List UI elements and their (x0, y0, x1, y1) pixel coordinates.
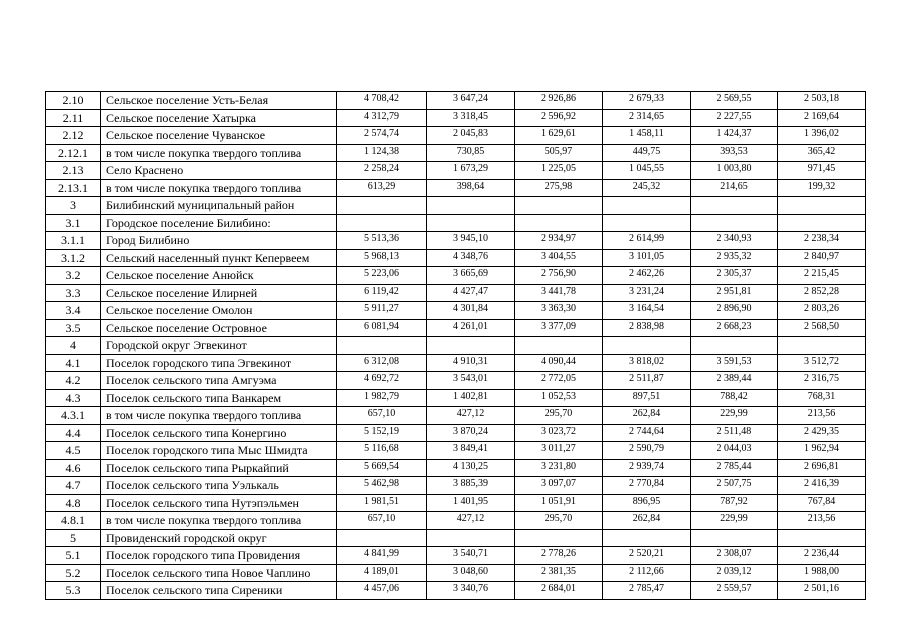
value-cell: 427,12 (427, 407, 515, 425)
value-cell: 1 003,80 (691, 162, 778, 180)
value-cell: 275,98 (515, 179, 603, 197)
value-cell: 2 507,75 (691, 477, 778, 495)
value-cell: 2 236,44 (778, 547, 866, 565)
value-cell: 199,32 (778, 179, 866, 197)
value-cell: 3 543,01 (427, 372, 515, 390)
value-cell: 393,53 (691, 144, 778, 162)
row-name: Поселок сельского типа Конергино (101, 424, 337, 442)
value-cell: 2 852,28 (778, 284, 866, 302)
value-cell: 3 870,24 (427, 424, 515, 442)
value-cell: 6 119,42 (337, 284, 427, 302)
row-name: Провиденский городской округ (101, 529, 337, 547)
row-name: Сельское поселение Хатырка (101, 109, 337, 127)
value-cell: 295,70 (515, 512, 603, 530)
value-cell: 5 152,19 (337, 424, 427, 442)
row-number: 4.8.1 (46, 512, 101, 530)
row-name: Сельский населенный пункт Кепервеем (101, 249, 337, 267)
value-cell: 427,12 (427, 512, 515, 530)
value-cell: 4 841,99 (337, 547, 427, 565)
value-cell: 2 429,35 (778, 424, 866, 442)
value-cell: 2 340,93 (691, 232, 778, 250)
value-cell: 4 312,79 (337, 109, 427, 127)
row-name: в том числе покупка твердого топлива (101, 144, 337, 162)
value-cell: 1 052,53 (515, 389, 603, 407)
value-cell: 3 647,24 (427, 92, 515, 110)
value-cell: 2 215,45 (778, 267, 866, 285)
value-cell: 2 935,32 (691, 249, 778, 267)
tariff-table (45, 91, 866, 600)
value-cell: 1 458,11 (603, 127, 691, 145)
table-row (46, 582, 866, 600)
value-cell: 3 101,05 (603, 249, 691, 267)
row-name: Сельское поселение Чуванское (101, 127, 337, 145)
value-cell: 3 097,07 (515, 477, 603, 495)
table-row (46, 494, 866, 512)
row-number: 3.3 (46, 284, 101, 302)
row-number: 4.3.1 (46, 407, 101, 425)
row-number: 3.4 (46, 302, 101, 320)
table-row (46, 459, 866, 477)
value-cell: 3 023,72 (515, 424, 603, 442)
value-cell: 214,65 (691, 179, 778, 197)
table-row (46, 92, 866, 110)
value-cell: 2 381,35 (515, 564, 603, 582)
value-cell: 3 363,30 (515, 302, 603, 320)
value-cell (515, 197, 603, 215)
value-cell: 1 629,61 (515, 127, 603, 145)
value-cell: 2 112,66 (603, 564, 691, 582)
table-row (46, 162, 866, 180)
value-cell: 768,31 (778, 389, 866, 407)
table-row (46, 389, 866, 407)
row-number: 2.12 (46, 127, 101, 145)
value-cell: 1 225,05 (515, 162, 603, 180)
value-cell: 213,56 (778, 407, 866, 425)
value-cell: 2 462,26 (603, 267, 691, 285)
value-cell: 788,42 (691, 389, 778, 407)
table-row (46, 477, 866, 495)
row-name: Сельское поселение Усть-Белая (101, 92, 337, 110)
value-cell: 2 896,90 (691, 302, 778, 320)
row-name: Поселок сельского типа Ванкарем (101, 389, 337, 407)
value-cell: 4 301,84 (427, 302, 515, 320)
row-number: 3.2 (46, 267, 101, 285)
value-cell: 2 668,23 (691, 319, 778, 337)
table-row (46, 284, 866, 302)
value-cell: 2 520,21 (603, 547, 691, 565)
value-cell: 2 238,34 (778, 232, 866, 250)
value-cell: 2 258,24 (337, 162, 427, 180)
row-name: Сельское поселение Анюйск (101, 267, 337, 285)
table-row (46, 407, 866, 425)
value-cell: 262,84 (603, 407, 691, 425)
value-cell: 3 849,41 (427, 442, 515, 460)
value-cell: 3 231,24 (603, 284, 691, 302)
row-name: в том числе покупка твердого топлива (101, 179, 337, 197)
row-name: Сельское поселение Омолон (101, 302, 337, 320)
row-name: Сельское поселение Островное (101, 319, 337, 337)
value-cell: 4 427,47 (427, 284, 515, 302)
value-cell (427, 214, 515, 232)
table-row (46, 197, 866, 215)
value-cell: 1 051,91 (515, 494, 603, 512)
value-cell: 2 511,87 (603, 372, 691, 390)
row-name: Поселок сельского типа Нутэпэльмен (101, 494, 337, 512)
value-cell: 449,75 (603, 144, 691, 162)
value-cell: 1 396,02 (778, 127, 866, 145)
value-cell: 2 389,44 (691, 372, 778, 390)
row-number: 4.3 (46, 389, 101, 407)
table-row (46, 529, 866, 547)
row-name: Сельское поселение Илирней (101, 284, 337, 302)
row-number: 3.1.1 (46, 232, 101, 250)
value-cell (603, 197, 691, 215)
row-name: Поселок городского типа Мыс Шмидта (101, 442, 337, 460)
value-cell: 2 044,03 (691, 442, 778, 460)
value-cell (515, 214, 603, 232)
value-cell (691, 214, 778, 232)
value-cell: 4 348,76 (427, 249, 515, 267)
value-cell (603, 214, 691, 232)
value-cell: 365,42 (778, 144, 866, 162)
value-cell: 3 318,45 (427, 109, 515, 127)
value-cell: 2 934,97 (515, 232, 603, 250)
value-cell: 2 756,90 (515, 267, 603, 285)
table-row (46, 442, 866, 460)
value-cell: 3 340,76 (427, 582, 515, 600)
value-cell: 213,56 (778, 512, 866, 530)
row-number: 3.5 (46, 319, 101, 337)
value-cell: 5 223,06 (337, 267, 427, 285)
value-cell: 1 045,55 (603, 162, 691, 180)
value-cell: 3 818,02 (603, 354, 691, 372)
row-number: 2.10 (46, 92, 101, 110)
value-cell: 2 684,01 (515, 582, 603, 600)
value-cell: 2 596,92 (515, 109, 603, 127)
row-name: Поселок сельского типа Уэлькаль (101, 477, 337, 495)
value-cell: 398,64 (427, 179, 515, 197)
value-cell: 4 130,25 (427, 459, 515, 477)
value-cell: 3 512,72 (778, 354, 866, 372)
value-cell: 505,97 (515, 144, 603, 162)
table-row (46, 372, 866, 390)
value-cell: 4 189,01 (337, 564, 427, 582)
value-cell (515, 529, 603, 547)
value-cell: 2 770,84 (603, 477, 691, 495)
table-row (46, 127, 866, 145)
value-cell: 896,95 (603, 494, 691, 512)
value-cell: 1 124,38 (337, 144, 427, 162)
table-row (46, 144, 866, 162)
table-row (46, 267, 866, 285)
value-cell: 245,32 (603, 179, 691, 197)
value-cell: 3 665,69 (427, 267, 515, 285)
value-cell: 3 164,54 (603, 302, 691, 320)
table-row (46, 337, 866, 355)
value-cell: 1 962,94 (778, 442, 866, 460)
row-number: 5.1 (46, 547, 101, 565)
row-number: 3.1 (46, 214, 101, 232)
value-cell: 5 968,13 (337, 249, 427, 267)
row-number: 3.1.2 (46, 249, 101, 267)
value-cell: 3 048,60 (427, 564, 515, 582)
table-row (46, 564, 866, 582)
row-name: в том числе покупка твердого топлива (101, 512, 337, 530)
value-cell: 657,10 (337, 407, 427, 425)
value-cell (515, 337, 603, 355)
value-cell: 2 314,65 (603, 109, 691, 127)
value-cell: 2 840,97 (778, 249, 866, 267)
value-cell: 1 673,29 (427, 162, 515, 180)
value-cell: 657,10 (337, 512, 427, 530)
table-row (46, 547, 866, 565)
value-cell: 2 568,50 (778, 319, 866, 337)
value-cell: 2 559,57 (691, 582, 778, 600)
table-row (46, 214, 866, 232)
row-number: 2.11 (46, 109, 101, 127)
table-row (46, 179, 866, 197)
value-cell: 4 692,72 (337, 372, 427, 390)
value-cell (691, 529, 778, 547)
table-row (46, 302, 866, 320)
row-number: 5.3 (46, 582, 101, 600)
value-cell: 1 982,79 (337, 389, 427, 407)
value-cell: 2 785,47 (603, 582, 691, 600)
value-cell: 3 591,53 (691, 354, 778, 372)
row-number: 3 (46, 197, 101, 215)
value-cell: 4 708,42 (337, 92, 427, 110)
value-cell: 3 441,78 (515, 284, 603, 302)
row-number: 4 (46, 337, 101, 355)
value-cell: 3 885,39 (427, 477, 515, 495)
value-cell: 767,84 (778, 494, 866, 512)
row-number: 5 (46, 529, 101, 547)
table-row (46, 249, 866, 267)
value-cell (603, 529, 691, 547)
table-body (46, 92, 866, 600)
value-cell: 787,92 (691, 494, 778, 512)
row-number: 4.4 (46, 424, 101, 442)
value-cell: 2 696,81 (778, 459, 866, 477)
value-cell: 4 090,44 (515, 354, 603, 372)
table-row (46, 512, 866, 530)
value-cell: 971,45 (778, 162, 866, 180)
value-cell: 2 744,64 (603, 424, 691, 442)
value-cell: 229,99 (691, 407, 778, 425)
row-name: Поселок городского типа Провидения (101, 547, 337, 565)
value-cell: 3 945,10 (427, 232, 515, 250)
row-number: 2.13.1 (46, 179, 101, 197)
row-number: 4.8 (46, 494, 101, 512)
value-cell: 4 910,31 (427, 354, 515, 372)
row-number: 2.13 (46, 162, 101, 180)
row-name: Поселок сельского типа Рыркайпий (101, 459, 337, 477)
table-row (46, 354, 866, 372)
value-cell: 2 679,33 (603, 92, 691, 110)
value-cell: 1 988,00 (778, 564, 866, 582)
value-cell: 2 416,39 (778, 477, 866, 495)
row-name: Городское поселение Билибино: (101, 214, 337, 232)
row-name: Поселок сельского типа Новое Чаплино (101, 564, 337, 582)
value-cell: 5 513,36 (337, 232, 427, 250)
row-number: 4.7 (46, 477, 101, 495)
value-cell: 5 669,54 (337, 459, 427, 477)
value-cell: 5 116,68 (337, 442, 427, 460)
value-cell: 1 424,37 (691, 127, 778, 145)
value-cell: 2 614,99 (603, 232, 691, 250)
value-cell: 2 838,98 (603, 319, 691, 337)
value-cell: 2 227,55 (691, 109, 778, 127)
value-cell: 4 261,01 (427, 319, 515, 337)
value-cell (778, 197, 866, 215)
table-row (46, 232, 866, 250)
value-cell: 3 377,09 (515, 319, 603, 337)
value-cell (427, 529, 515, 547)
row-number: 4.6 (46, 459, 101, 477)
value-cell (691, 197, 778, 215)
value-cell: 229,99 (691, 512, 778, 530)
row-number: 4.2 (46, 372, 101, 390)
value-cell: 2 308,07 (691, 547, 778, 565)
row-name: в том числе покупка твердого топлива (101, 407, 337, 425)
value-cell: 2 574,74 (337, 127, 427, 145)
value-cell: 1 401,95 (427, 494, 515, 512)
row-number: 4.5 (46, 442, 101, 460)
row-name: Городской округ Эгвекинот (101, 337, 337, 355)
value-cell: 2 590,79 (603, 442, 691, 460)
value-cell: 262,84 (603, 512, 691, 530)
value-cell: 3 540,71 (427, 547, 515, 565)
value-cell: 1 402,81 (427, 389, 515, 407)
value-cell: 3 011,27 (515, 442, 603, 460)
value-cell: 730,85 (427, 144, 515, 162)
value-cell (778, 214, 866, 232)
value-cell: 2 785,44 (691, 459, 778, 477)
table-row (46, 424, 866, 442)
row-number: 5.2 (46, 564, 101, 582)
value-cell: 2 503,18 (778, 92, 866, 110)
value-cell: 1 981,51 (337, 494, 427, 512)
value-cell: 613,29 (337, 179, 427, 197)
value-cell (337, 197, 427, 215)
value-cell: 2 305,37 (691, 267, 778, 285)
value-cell: 2 939,74 (603, 459, 691, 477)
row-number: 2.12.1 (46, 144, 101, 162)
value-cell (778, 529, 866, 547)
row-name: Поселок сельского типа Сиреники (101, 582, 337, 600)
value-cell: 2 803,26 (778, 302, 866, 320)
value-cell (691, 337, 778, 355)
value-cell (778, 337, 866, 355)
value-cell: 2 772,05 (515, 372, 603, 390)
value-cell: 2 045,83 (427, 127, 515, 145)
value-cell: 4 457,06 (337, 582, 427, 600)
value-cell: 2 926,86 (515, 92, 603, 110)
value-cell (427, 197, 515, 215)
row-number: 4.1 (46, 354, 101, 372)
row-name: Билибинский муниципальный район (101, 197, 337, 215)
value-cell (337, 337, 427, 355)
row-name: Поселок сельского типа Амгуэма (101, 372, 337, 390)
value-cell: 2 951,81 (691, 284, 778, 302)
value-cell: 6 081,94 (337, 319, 427, 337)
row-name: Поселок городского типа Эгвекинот (101, 354, 337, 372)
value-cell (427, 337, 515, 355)
value-cell: 2 778,26 (515, 547, 603, 565)
value-cell: 2 501,16 (778, 582, 866, 600)
value-cell (603, 337, 691, 355)
table-row (46, 319, 866, 337)
value-cell: 2 169,64 (778, 109, 866, 127)
value-cell: 2 316,75 (778, 372, 866, 390)
table-row (46, 109, 866, 127)
value-cell: 2 511,48 (691, 424, 778, 442)
value-cell (337, 529, 427, 547)
value-cell: 2 039,12 (691, 564, 778, 582)
value-cell: 295,70 (515, 407, 603, 425)
value-cell: 3 404,55 (515, 249, 603, 267)
value-cell: 3 231,80 (515, 459, 603, 477)
value-cell: 897,51 (603, 389, 691, 407)
row-name: Город Билибино (101, 232, 337, 250)
value-cell: 5 462,98 (337, 477, 427, 495)
row-name: Село Краснено (101, 162, 337, 180)
value-cell (337, 214, 427, 232)
value-cell: 5 911,27 (337, 302, 427, 320)
value-cell: 6 312,08 (337, 354, 427, 372)
value-cell: 2 569,55 (691, 92, 778, 110)
